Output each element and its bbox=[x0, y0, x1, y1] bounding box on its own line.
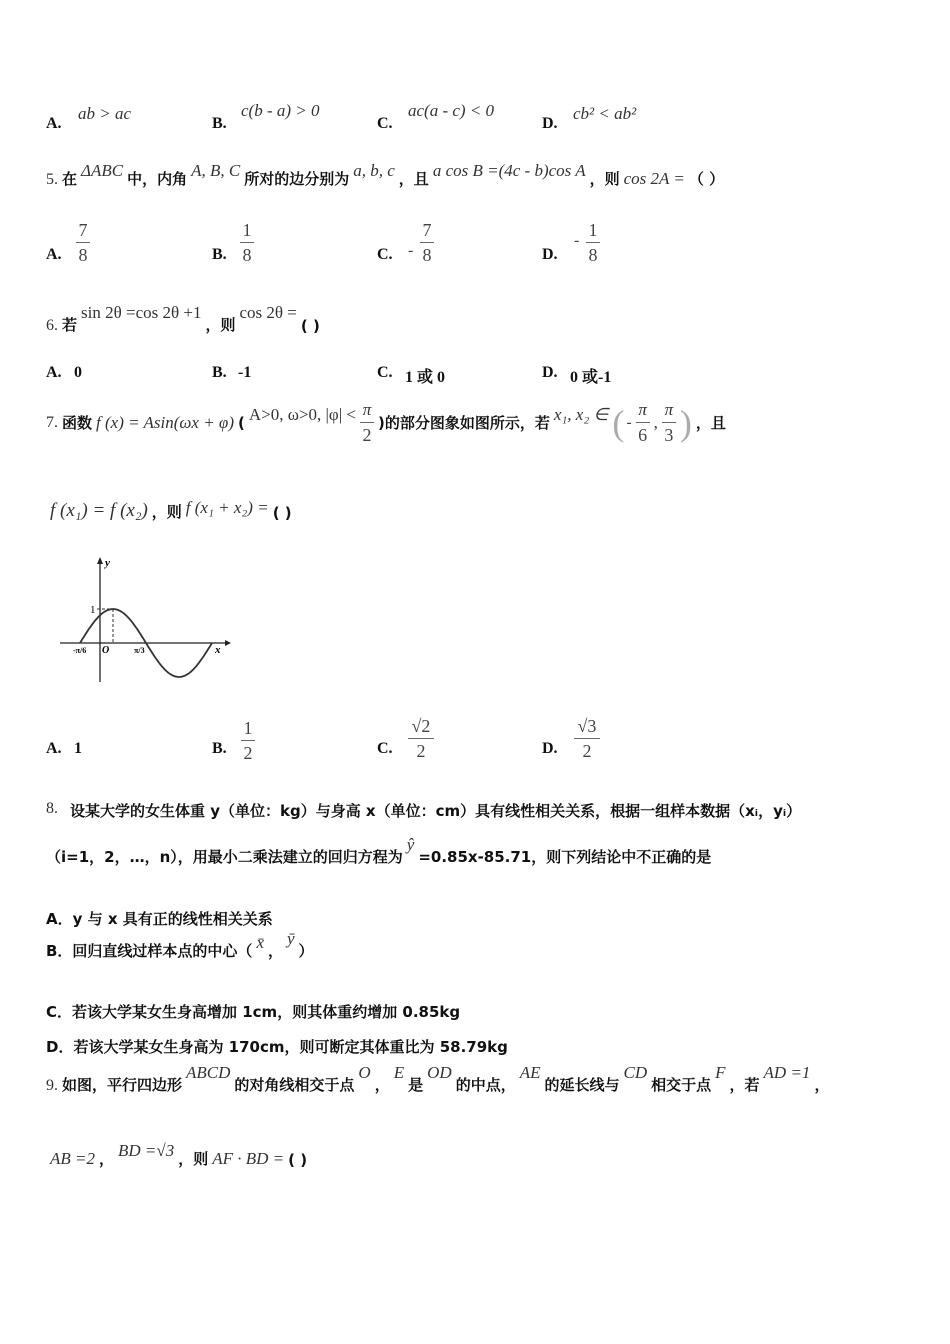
option-label: B. bbox=[212, 740, 227, 757]
denominator: 2 bbox=[582, 741, 592, 761]
question-text: 如图，平行四边形 bbox=[62, 1076, 183, 1094]
fraction bbox=[636, 400, 650, 445]
option-d: D．若该大学某女生身高为 170cm，则可断定其体重比为 58.79kg bbox=[46, 1038, 508, 1056]
question-7-line-2 bbox=[50, 500, 296, 522]
math-expr: f (x) = Asin(ωx + φ) bbox=[96, 412, 234, 432]
minus-sign: - bbox=[626, 413, 632, 431]
math-expr: OD bbox=[427, 1063, 452, 1082]
option-text: 1 或 0 bbox=[405, 369, 446, 386]
numerator: 7 bbox=[422, 220, 432, 240]
option-expr: cb² < ab² bbox=[573, 104, 637, 123]
option-label: B. bbox=[212, 246, 227, 263]
question-number: 9. bbox=[46, 1077, 58, 1094]
math-expr: O bbox=[358, 1063, 371, 1082]
answer-parens: ( ) bbox=[288, 1151, 308, 1169]
question-text: ， bbox=[99, 1150, 115, 1168]
math-expr: AD =1 bbox=[763, 1063, 811, 1082]
math-expr: A, B, C bbox=[191, 161, 241, 180]
option-label: C. bbox=[377, 115, 393, 132]
question-6 bbox=[46, 303, 324, 335]
question-text: 在 bbox=[62, 170, 78, 188]
fraction bbox=[420, 220, 434, 265]
x-tick-right: π/3 bbox=[134, 646, 145, 655]
question-number: 7. bbox=[46, 413, 58, 431]
denominator: 6 bbox=[638, 425, 648, 445]
denominator: 8 bbox=[588, 245, 598, 265]
answer-parens: ( ) bbox=[300, 317, 320, 335]
numerator: π bbox=[664, 400, 674, 419]
question-text: 的中点， bbox=[455, 1076, 516, 1094]
option-label: B. bbox=[212, 364, 227, 381]
sine-graph bbox=[55, 552, 235, 687]
question-text: 是 bbox=[408, 1076, 424, 1094]
question-text: ，则 bbox=[151, 503, 182, 521]
math-expr: cos 2θ = bbox=[239, 303, 297, 322]
option-text: 1 bbox=[74, 740, 82, 757]
math-expr: x₁, x₂ ∈ bbox=[553, 404, 609, 424]
math-expr: ABCD bbox=[186, 1063, 231, 1082]
option-label: B. bbox=[212, 115, 227, 132]
option-text: 0 bbox=[74, 364, 82, 381]
fraction bbox=[408, 716, 434, 761]
question-text: ， bbox=[374, 1076, 390, 1094]
y-arrow-icon bbox=[97, 557, 103, 564]
question-text: ，则 bbox=[205, 316, 236, 334]
denominator: 2 bbox=[416, 741, 426, 761]
option-label: D. bbox=[542, 115, 558, 132]
math-expr: A>0, ω>0, |φ| < bbox=[248, 404, 356, 424]
question-text: 所对的边分别为 bbox=[244, 170, 350, 188]
question-number: 6. bbox=[46, 317, 58, 334]
math-expr: ȳ bbox=[287, 929, 295, 948]
math-expr: E bbox=[393, 1063, 405, 1082]
left-paren: ( bbox=[612, 402, 625, 443]
question-text: 设某大学的女生体重 y（单位：kg）与身高 x（单位：cm）具有线性相关关系，根据一组样本数据（xᵢ，yᵢ） bbox=[70, 802, 802, 820]
denominator: 8 bbox=[422, 245, 432, 265]
numerator: 1 bbox=[242, 220, 252, 240]
math-expr: f (x₁ + x₂) = bbox=[185, 498, 269, 517]
option-label: C. bbox=[377, 364, 393, 381]
option-expr: c(b - a) > 0 bbox=[241, 101, 320, 120]
math-expr: CD bbox=[623, 1063, 648, 1082]
denominator: 2 bbox=[362, 425, 372, 445]
math-expr: F bbox=[715, 1063, 726, 1082]
option-b: B．回归直线过样本点的中心（ bbox=[46, 942, 253, 960]
question-5 bbox=[46, 161, 728, 189]
option-text: 0 或-1 bbox=[570, 369, 612, 386]
option-label: C. bbox=[377, 246, 393, 263]
question-number: 8. bbox=[46, 800, 58, 817]
fraction bbox=[241, 718, 255, 763]
denominator: 3 bbox=[664, 425, 674, 445]
option-a: A．y 与 x 具有正的线性相关关系 bbox=[46, 910, 273, 928]
question-text: ，则 bbox=[589, 170, 620, 188]
question-text: 函数 bbox=[62, 414, 93, 432]
question-text: ，若 bbox=[729, 1076, 760, 1094]
math-expr: cos 2A = bbox=[623, 169, 685, 188]
denominator: 8 bbox=[78, 245, 88, 265]
question-text: )的部分图象如图所示，若 bbox=[377, 414, 550, 432]
math-expr: ŷ bbox=[406, 835, 415, 854]
comma: , bbox=[653, 412, 658, 432]
numerator: π bbox=[362, 400, 372, 419]
minus-sign: - bbox=[408, 242, 414, 259]
answer-parens: ( ) bbox=[272, 504, 292, 522]
minus-sign: - bbox=[574, 232, 580, 249]
question-text: 相交于点 bbox=[651, 1076, 712, 1094]
denominator: 8 bbox=[242, 245, 252, 265]
numerator: 7 bbox=[78, 220, 88, 240]
question-text: ， bbox=[267, 942, 283, 960]
answer-parens: （ ） bbox=[688, 170, 725, 188]
question-text: 若 bbox=[62, 316, 78, 334]
right-paren: ) bbox=[679, 402, 692, 443]
x-tick-left: -π/6 bbox=[73, 646, 87, 655]
option-label: D. bbox=[542, 740, 558, 757]
option-c: C．若该大学某女生身高增加 1cm，则其体重约增加 0.85kg bbox=[46, 1003, 461, 1021]
math-expr: BD =√3 bbox=[118, 1141, 175, 1160]
question-7 bbox=[46, 400, 730, 445]
math-expr: a cos B =(4c - b)cos A bbox=[432, 161, 586, 180]
x-label: x bbox=[215, 644, 221, 656]
option-expr: ab > ac bbox=[78, 104, 132, 123]
fraction bbox=[76, 220, 90, 265]
question-text: ，则 bbox=[178, 1150, 209, 1168]
math-expr: x̄ bbox=[256, 933, 264, 952]
option-label: A. bbox=[46, 115, 62, 132]
question-9-line-2 bbox=[50, 1141, 311, 1169]
math-expr: AB =2 bbox=[50, 1149, 95, 1168]
question-number: 5. bbox=[46, 171, 58, 188]
question-text: 的对角线相交于点 bbox=[234, 1076, 355, 1094]
question-9 bbox=[46, 1063, 833, 1095]
numerator: √2 bbox=[411, 716, 431, 736]
question-text: （i=1，2，…，n），用最小二乘法建立的回归方程为 bbox=[46, 848, 403, 866]
numerator: √3 bbox=[577, 716, 597, 736]
numerator: 1 bbox=[243, 718, 253, 738]
fraction bbox=[586, 220, 600, 265]
fraction bbox=[240, 220, 254, 265]
option-label: A. bbox=[46, 740, 62, 757]
option-label: A. bbox=[46, 246, 62, 263]
math-expr: f (x₁) = f (x₂) bbox=[50, 500, 148, 521]
fraction bbox=[360, 400, 374, 445]
option-label: A. bbox=[46, 364, 62, 381]
option-label: D. bbox=[542, 364, 558, 381]
option-expr: ac(a - c) < 0 bbox=[408, 101, 495, 120]
math-expr: AE bbox=[519, 1063, 541, 1082]
origin-label: O bbox=[102, 645, 110, 656]
math-expr: ΔABC bbox=[81, 161, 124, 180]
question-text: 中，内角 bbox=[127, 170, 188, 188]
option-label: C. bbox=[377, 740, 393, 757]
fraction bbox=[574, 716, 600, 761]
question-text: ( bbox=[238, 413, 245, 432]
numerator: 1 bbox=[588, 220, 598, 240]
question-text: ，且 bbox=[695, 414, 726, 432]
question-text: ，且 bbox=[398, 170, 429, 188]
option-text: -1 bbox=[238, 364, 252, 381]
option-label: D. bbox=[542, 246, 558, 263]
question-text: ） bbox=[298, 942, 314, 960]
math-expr: AF · BD = bbox=[212, 1149, 285, 1168]
y-label: y bbox=[105, 557, 110, 569]
question-text: ， bbox=[814, 1076, 830, 1094]
denominator: 2 bbox=[243, 743, 253, 763]
numerator: π bbox=[638, 400, 647, 419]
math-expr: a, b, c bbox=[353, 161, 395, 180]
y-tick-1: 1 bbox=[90, 604, 96, 616]
x-arrow-icon bbox=[225, 640, 231, 646]
fraction bbox=[662, 400, 676, 445]
math-expr: sin 2θ =cos 2θ +1 bbox=[81, 303, 202, 322]
question-text: 的延长线与 bbox=[544, 1076, 620, 1094]
question-text: =0.85x-85.71，则下列结论中不正确的是 bbox=[418, 848, 712, 866]
